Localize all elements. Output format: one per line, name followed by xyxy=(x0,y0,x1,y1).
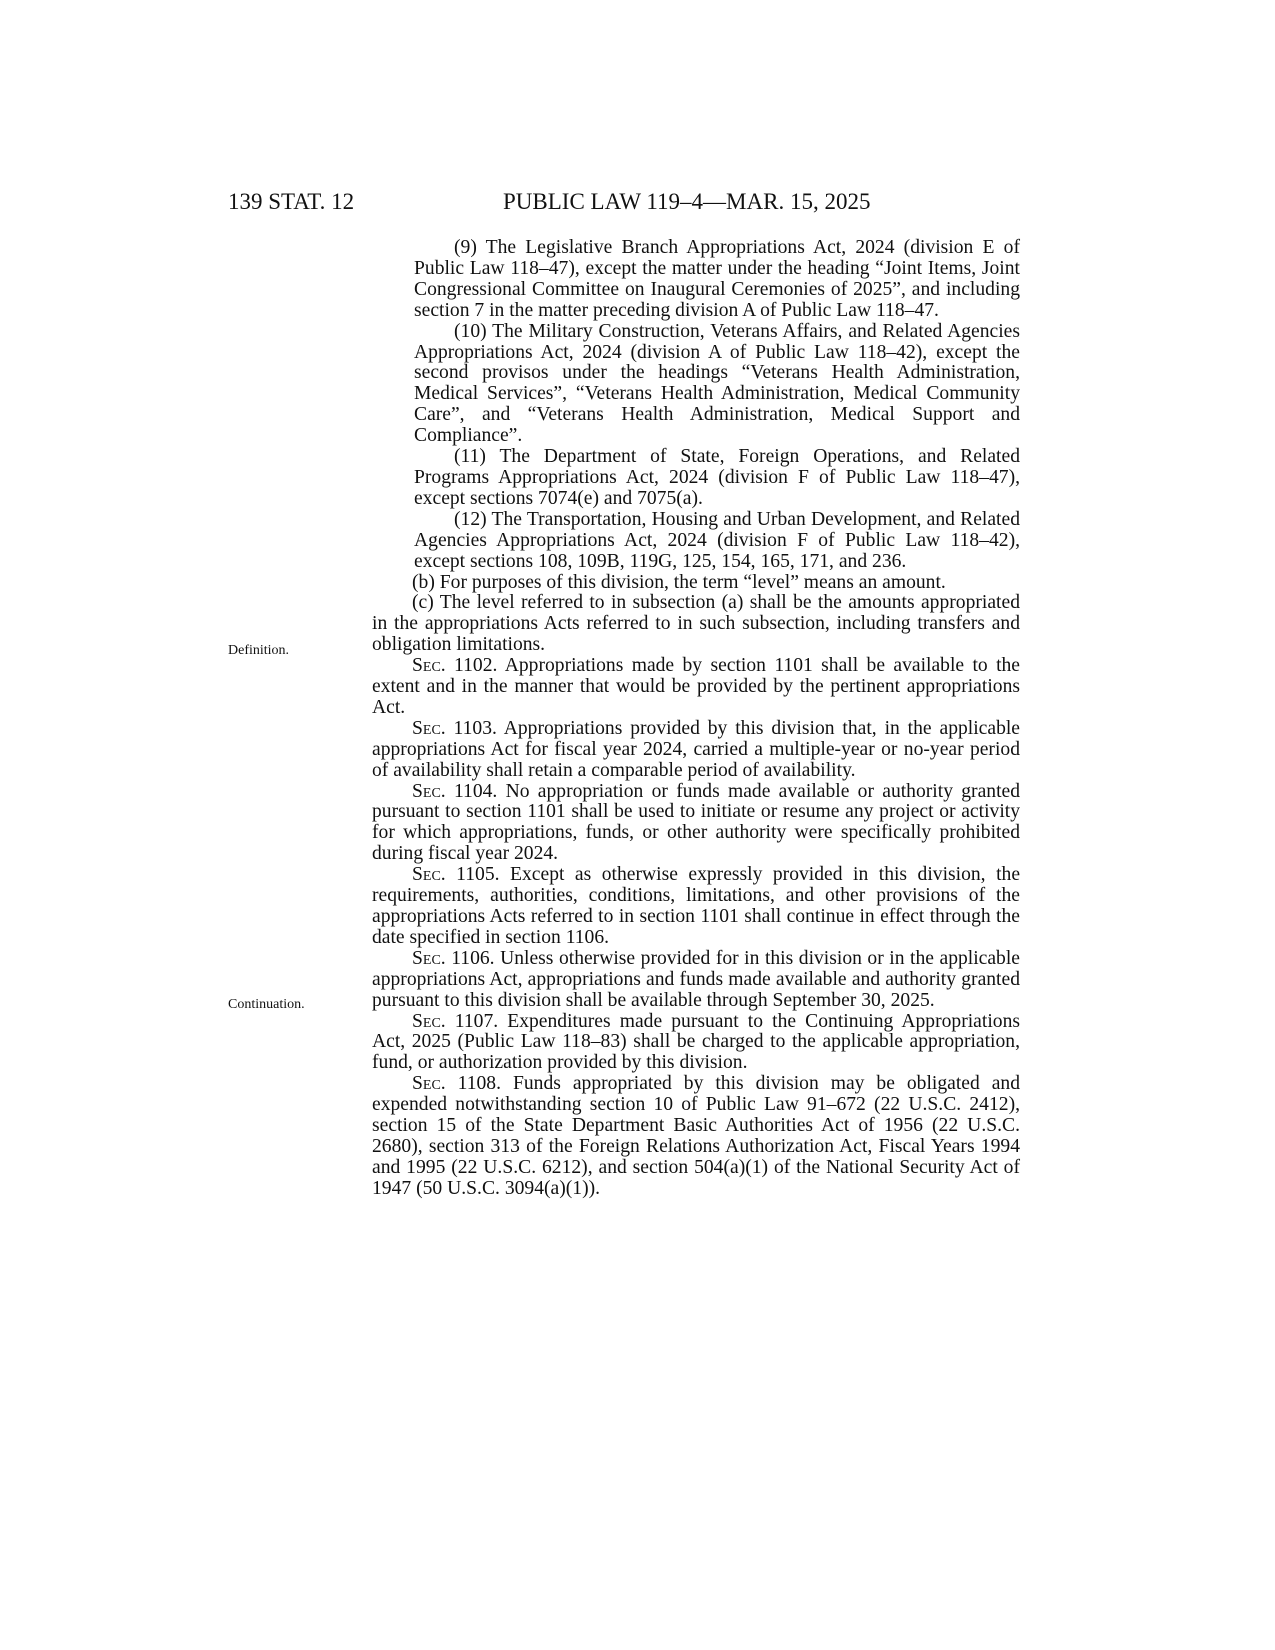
page-header xyxy=(228,185,1028,219)
section-label: Sec. xyxy=(412,1073,446,1095)
section-text: Except as otherwise expressly provided in this division, the requirements, authorities, conditions, limitations, and other provisions of the appropriations Acts referred to in section 1101 shall continue in effect through the date specified in section 1106. xyxy=(372,864,1021,948)
section-text: Expenditures made pursuant to the Continuing Appropriations Act, 2025 (Public Law 118–83) shall be charged to the applicable appropriation, fund, or authorization provided by this division. xyxy=(372,1010,1020,1074)
margin-note-definition: Definition. xyxy=(228,643,290,658)
section-1103 xyxy=(372,719,1020,782)
section-text: Appropriations provided by this division that, in the applicable appropriations Act for fiscal year 2024, carried a multiple-year or no-year period of availability shall retain a comparable period of availability. xyxy=(372,717,1021,781)
section-number: 1105. xyxy=(445,864,511,886)
section-text: No appropriation or funds made available or authority granted pursuant to section 1101 shall be used to initiate or resume any project or activity for which appropriations, funds, or other authority were specifically prohibited during fiscal year 2024. xyxy=(372,780,1020,865)
section-1102 xyxy=(372,656,1020,719)
section-1105 xyxy=(372,865,1020,949)
section-number: 1108. xyxy=(445,1073,513,1095)
section-text: Appropriations made by section 1101 shall be available to the extent and in the manner that would be provided by the pertinent appropriations Act. xyxy=(372,655,1021,718)
section-label: Sec. xyxy=(412,864,446,886)
section-label: Sec. xyxy=(412,717,446,739)
section-number: 1106. xyxy=(445,947,501,969)
section-1106 xyxy=(372,949,1020,1012)
margin-note-continuation: Continuation. xyxy=(228,997,305,1012)
paragraph-12: (12) The Transportation, Housing and Urban Development, and Related Agencies Appropriations Act, 2024 (division F of Public Law 118–42), except sections 108, 109B, 119G, 125, 154, 165, 171, and 236. xyxy=(414,508,1020,572)
paragraph-10: (10) The Military Construction, Veterans Affairs, and Related Agencies Appropriations Act, 2024 (division A of Public Law 118–42), except the second provisos under the headings “Veterans Health Administration, Medical Services”, “Veterans Health Administration, Medical Community Care”, and “Veterans Health Administration, Medical Support and Compliance”. xyxy=(414,320,1020,447)
stat-page-reference: 139 STAT. 12 xyxy=(228,189,355,214)
section-text: Unless otherwise provided for in this division or in the applicable appropriations Act, appropriations and funds made available and authority granted pursuant to this division shall be available through September 30, 2025. xyxy=(372,947,1020,1011)
section-label: Sec. xyxy=(412,1010,446,1032)
section-number: 1104. xyxy=(445,780,506,802)
section-label: Sec. xyxy=(412,780,446,802)
section-1107 xyxy=(372,1012,1020,1075)
section-number: 1107. xyxy=(445,1010,508,1032)
section-number: 1102. xyxy=(445,655,505,677)
subsection-c: (c) The level referred to in subsection (a) shall be the amounts appropriated in the appropriations Acts referred to in such subsection, including transfers and obligation limitations. xyxy=(372,592,1020,656)
section-label: Sec. xyxy=(412,655,446,677)
document-body xyxy=(372,238,1020,1200)
section-number: 1103. xyxy=(445,717,504,739)
section-1104 xyxy=(372,782,1020,866)
paragraph-11: (11) The Department of State, Foreign Operations, and Related Programs Appropriations Act, 2024 (division F of Public Law 118–47), except sections 7074(e) and 7075(a). xyxy=(414,446,1020,509)
section-text: Funds appropriated by this division may be obligated and expended notwithstanding section 10 of Public Law 91–672 (22 U.S.C. 2412), section 15 of the State Department Basic Authorities Act of 1956 (22 U.S.C. 2680), section 313 of the Foreign Relations Authorization Act, Fiscal Years 1994 and 1995 (22 U.S.C. 6212), and section 504(a)(1) of the National Security Act of 1947 (50 U.S.C. 3094(a)(1)). xyxy=(372,1073,1021,1199)
paragraph-9: (9) The Legislative Branch Appropriations Act, 2024 (division E of Public Law 118–47), except the matter under the heading “Joint Items, Joint Congressional Committee on Inaugural Ceremonies of 2025”, and including section 7 in the matter preceding division A of Public Law 118–47. xyxy=(414,237,1020,321)
law-title: PUBLIC LAW 119–4—MAR. 15, 2025 xyxy=(503,189,871,214)
section-1108 xyxy=(372,1074,1020,1199)
section-label: Sec. xyxy=(412,947,446,969)
subsection-b: (b) For purposes of this division, the term “level” means an amount. xyxy=(412,571,946,593)
